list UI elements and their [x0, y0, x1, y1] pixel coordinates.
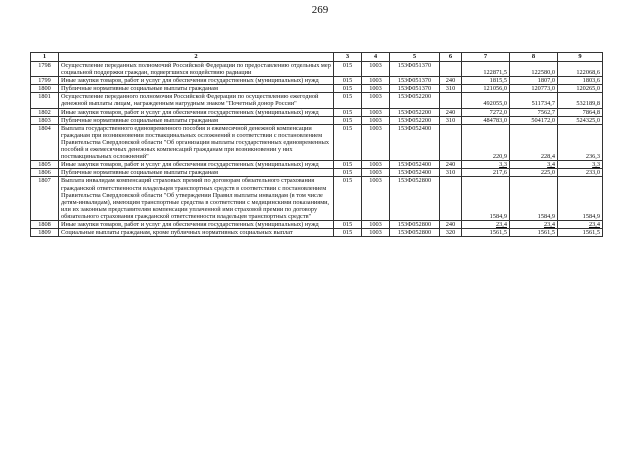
- header-cell: 2: [59, 53, 334, 62]
- table-row: [31, 169, 603, 177]
- table-row: [31, 77, 603, 85]
- amount-2024: 3,3: [462, 161, 510, 169]
- code-section: 1003: [362, 229, 390, 237]
- amount-2026: 236,3: [558, 124, 603, 160]
- code-expense-type: [440, 177, 462, 221]
- code-target: 153Ф052200: [390, 116, 440, 124]
- amount-2025: 3,4: [510, 161, 558, 169]
- row-name: Иные закупки товаров, работ и услуг для обеспечения государственных (муниципальных) нужд: [59, 161, 334, 169]
- code-target: 153Ф052400: [390, 124, 440, 160]
- amount-2025: 120773,0: [510, 85, 558, 93]
- code-expense-type: 240: [440, 77, 462, 85]
- header-cell: 7: [462, 53, 510, 62]
- code-section: 1003: [362, 77, 390, 85]
- code-expense-type: 310: [440, 85, 462, 93]
- amount-2026: 122068,6: [558, 62, 603, 77]
- header-cell: 6: [440, 53, 462, 62]
- code-admin: 015: [334, 177, 362, 221]
- code-expense-type: 240: [440, 220, 462, 228]
- table-row: [31, 108, 603, 116]
- code-expense-type: [440, 124, 462, 160]
- amount-2024: 1815,5: [462, 77, 510, 85]
- row-number: 1798: [31, 62, 59, 77]
- row-name: Выплата инвалидам компенсаций страховых премий по договорам обязательного страхования гражданской ответственности владельцев транспортных средств в соответствии с постановлением Правительства Свердловской области "Об утверждении Правил выплаты инвалидам (в том числе детям-инвалидам), имеющим транспортные средства в соответствии с медицинскими показаниями, или их законным представителям компенсации уплаченной ими страховой премии по договору обязательного страхования гражданской ответственности владельцев транспортных средств": [59, 177, 334, 221]
- row-name: Осуществление переданных полномочий Российской Федерации по предоставлению отдельных мер социальной поддержки граждан, подвергшихся воздействию радиации: [59, 62, 334, 77]
- row-number: 1805: [31, 161, 59, 169]
- header-cell: 9: [558, 53, 603, 62]
- code-admin: 015: [334, 62, 362, 77]
- budget-table: [30, 52, 603, 237]
- amount-2026: 1803,6: [558, 77, 603, 85]
- amount-2026: 7864,8: [558, 108, 603, 116]
- row-number: 1800: [31, 85, 59, 93]
- table-row: [31, 177, 603, 221]
- row-number: 1806: [31, 169, 59, 177]
- amount-2026: 1584,9: [558, 177, 603, 221]
- code-section: 1003: [362, 93, 390, 108]
- header-cell: 3: [334, 53, 362, 62]
- amount-2024: 484783,0: [462, 116, 510, 124]
- code-target: 153Ф052800: [390, 177, 440, 221]
- amount-2024: 121056,0: [462, 85, 510, 93]
- code-target: 153Ф052800: [390, 220, 440, 228]
- code-section: 1003: [362, 161, 390, 169]
- amount-2025: 504172,0: [510, 116, 558, 124]
- code-admin: 015: [334, 229, 362, 237]
- amount-2025: 23,4: [510, 220, 558, 228]
- code-expense-type: 310: [440, 169, 462, 177]
- row-name: Публичные нормативные социальные выплаты гражданам: [59, 85, 334, 93]
- header-row: [31, 53, 603, 62]
- row-name: Иные закупки товаров, работ и услуг для обеспечения государственных (муниципальных) нужд: [59, 77, 334, 85]
- row-number: 1804: [31, 124, 59, 160]
- code-expense-type: 240: [440, 161, 462, 169]
- code-target: 153Ф052200: [390, 93, 440, 108]
- row-name: Публичные нормативные социальные выплаты гражданам: [59, 116, 334, 124]
- table-row: [31, 229, 603, 237]
- row-name: Публичные нормативные социальные выплаты гражданам: [59, 169, 334, 177]
- code-section: 1003: [362, 108, 390, 116]
- row-number: 1801: [31, 93, 59, 108]
- code-admin: 015: [334, 220, 362, 228]
- code-expense-type: 310: [440, 116, 462, 124]
- table-row: [31, 85, 603, 93]
- code-target: 153Ф052800: [390, 229, 440, 237]
- amount-2025: 228,4: [510, 124, 558, 160]
- code-target: 153Ф052200: [390, 108, 440, 116]
- row-name: Иные закупки товаров, работ и услуг для обеспечения государственных (муниципальных) нужд: [59, 108, 334, 116]
- code-section: 1003: [362, 124, 390, 160]
- amount-2025: 1584,9: [510, 177, 558, 221]
- code-admin: 015: [334, 93, 362, 108]
- table-row: [31, 116, 603, 124]
- code-section: 1003: [362, 177, 390, 221]
- amount-2024: 220,9: [462, 124, 510, 160]
- amount-2024: 492055,0: [462, 93, 510, 108]
- row-number: 1799: [31, 77, 59, 85]
- amount-2025: 1807,0: [510, 77, 558, 85]
- table-row: [31, 161, 603, 169]
- code-admin: 015: [334, 77, 362, 85]
- code-admin: 015: [334, 85, 362, 93]
- row-number: 1807: [31, 177, 59, 221]
- amount-2024: 1561,5: [462, 229, 510, 237]
- amount-2026: 1561,5: [558, 229, 603, 237]
- code-target: 153Ф051370: [390, 62, 440, 77]
- code-target: 153Ф052400: [390, 169, 440, 177]
- code-expense-type: 240: [440, 108, 462, 116]
- code-admin: 015: [334, 108, 362, 116]
- amount-2026: 120265,0: [558, 85, 603, 93]
- code-admin: 015: [334, 169, 362, 177]
- row-number: 1808: [31, 220, 59, 228]
- code-target: 153Ф051370: [390, 77, 440, 85]
- amount-2026: 532189,8: [558, 93, 603, 108]
- code-target: 153Ф052400: [390, 161, 440, 169]
- code-target: 153Ф051370: [390, 85, 440, 93]
- code-admin: 015: [334, 116, 362, 124]
- table-row: [31, 220, 603, 228]
- table-row: [31, 93, 603, 108]
- amount-2024: 122871,5: [462, 62, 510, 77]
- header-cell: 4: [362, 53, 390, 62]
- amount-2024: 1584,9: [462, 177, 510, 221]
- amount-2025: 122580,0: [510, 62, 558, 77]
- code-expense-type: [440, 62, 462, 77]
- code-admin: 015: [334, 124, 362, 160]
- row-name: Социальные выплаты гражданам, кроме публичных нормативных социальных выплат: [59, 229, 334, 237]
- amount-2026: 23,4: [558, 220, 603, 228]
- code-expense-type: 320: [440, 229, 462, 237]
- code-section: 1003: [362, 116, 390, 124]
- row-name: Осуществление переданного полномочия Российской Федерации по осуществлению ежегодной денежной выплаты лицам, награжденным нагрудным знаком "Почетный донор России": [59, 93, 334, 108]
- code-admin: 015: [334, 161, 362, 169]
- amount-2025: 1561,5: [510, 229, 558, 237]
- amount-2025: 7562,7: [510, 108, 558, 116]
- row-name: Выплата государственного единовременного пособия и ежемесячной денежной компенсации гражданам при возникновении поствакцинальных осложнений в соответствии с постановлением Правительства Свердловской области "Об организации выплаты государственных единовременных пособий и ежемесячных денежных компенсаций гражданам при возникновении у них поствакцинальных осложнений": [59, 124, 334, 160]
- code-section: 1003: [362, 85, 390, 93]
- header-cell: 8: [510, 53, 558, 62]
- row-name: Иные закупки товаров, работ и услуг для обеспечения государственных (муниципальных) нужд: [59, 220, 334, 228]
- table-row: [31, 62, 603, 77]
- amount-2024: 23,4: [462, 220, 510, 228]
- table-row: [31, 124, 603, 160]
- amount-2026: 524325,0: [558, 116, 603, 124]
- row-number: 1802: [31, 108, 59, 116]
- header-cell: 5: [390, 53, 440, 62]
- code-expense-type: [440, 93, 462, 108]
- row-number: 1809: [31, 229, 59, 237]
- amount-2024: 7272,0: [462, 108, 510, 116]
- amount-2025: 225,0: [510, 169, 558, 177]
- code-section: 1003: [362, 220, 390, 228]
- code-section: 1003: [362, 169, 390, 177]
- code-section: 1003: [362, 62, 390, 77]
- row-number: 1803: [31, 116, 59, 124]
- amount-2024: 217,6: [462, 169, 510, 177]
- header-cell: 1: [31, 53, 59, 62]
- amount-2026: 233,0: [558, 169, 603, 177]
- amount-2025: 511734,7: [510, 93, 558, 108]
- page-number: 269: [311, 4, 329, 16]
- amount-2026: 3,3: [558, 161, 603, 169]
